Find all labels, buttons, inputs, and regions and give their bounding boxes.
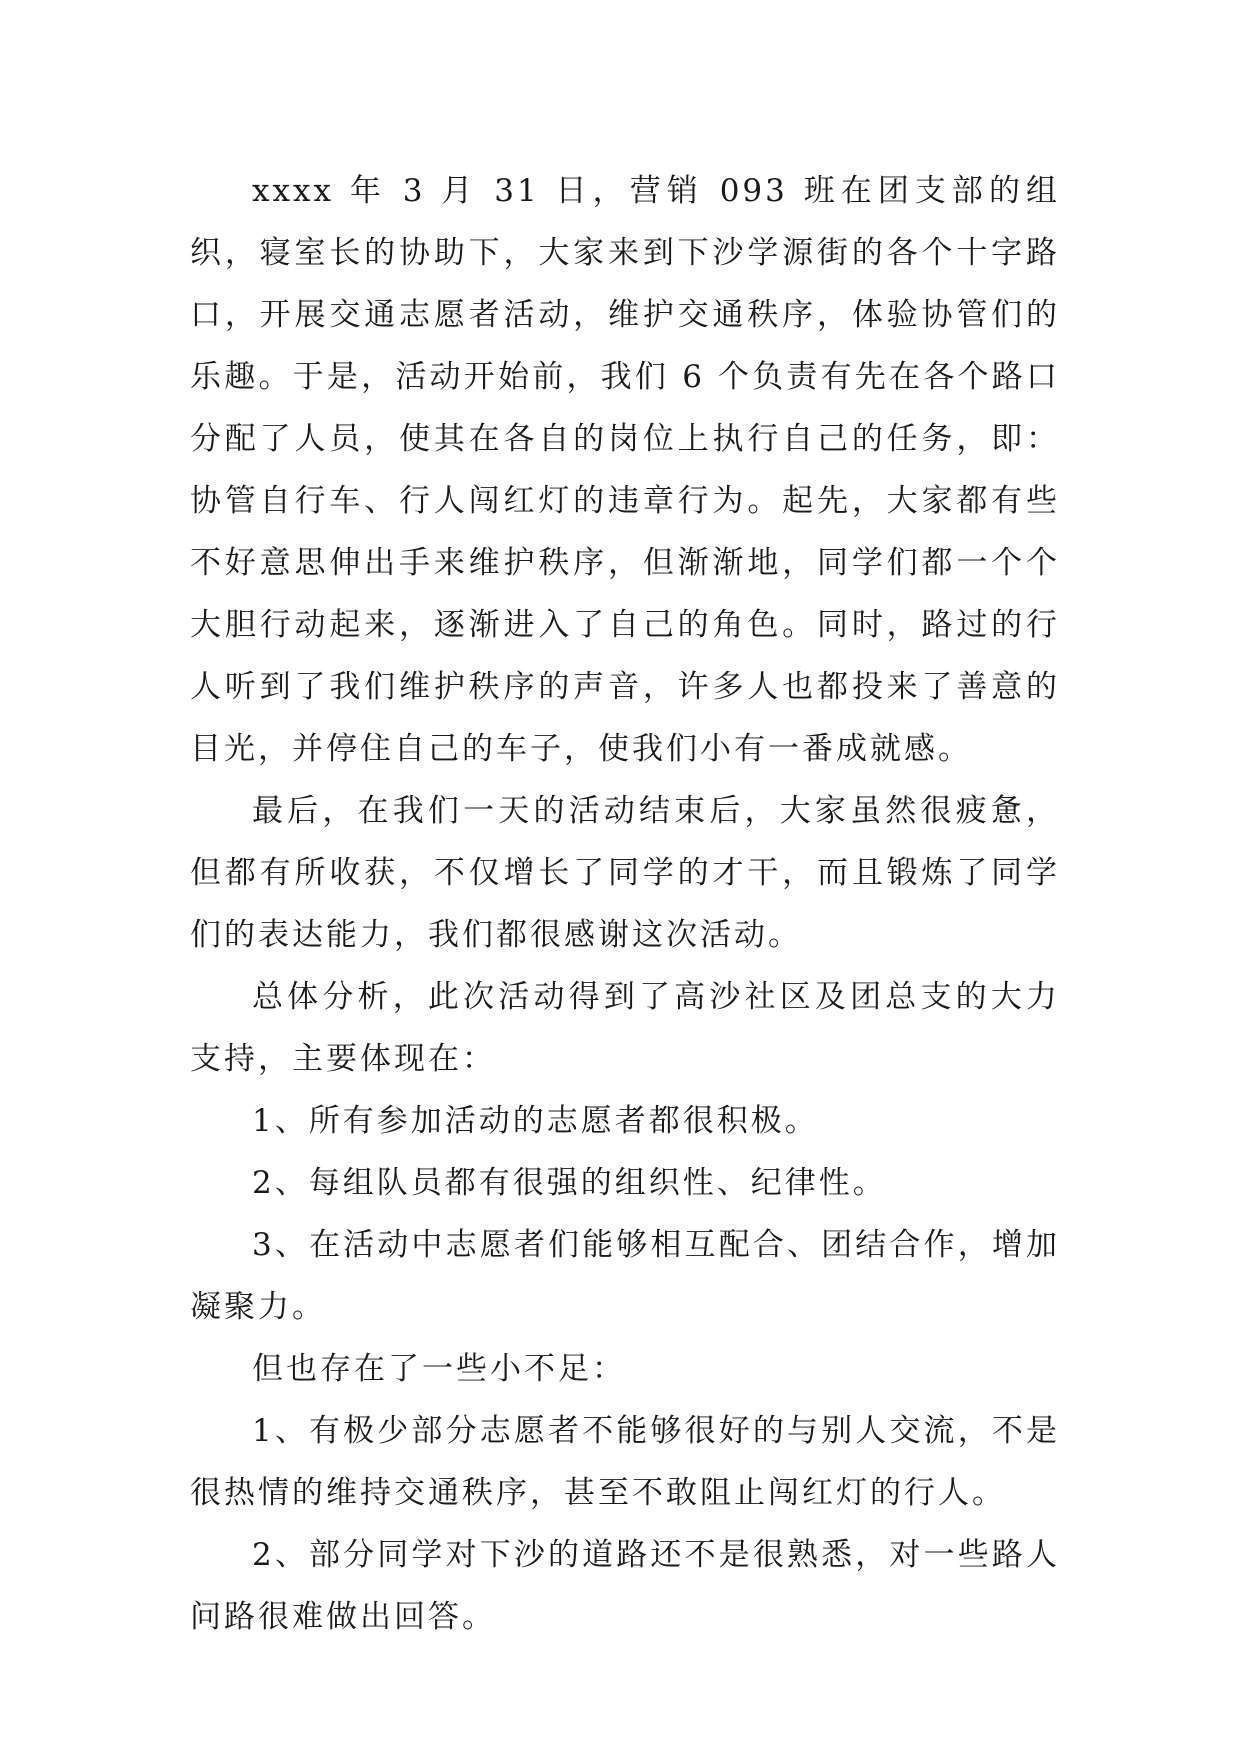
paragraph-activity-description: xxxx 年 3 月 31 日，营销 093 班在团支部的组织，寝室长的协助下，大家来到下沙学源街的各个十字路口，开展交通志愿者活动，维护交通秩序，体验协管们的乐趣。于是，活动开始前，我们 6 个负责有先在各个路口分配了人员，使其在各自的岗位上执行自己的任务，即：协管自行车、行人闯红灯的违章行为。起先，大家都有些不好意思伸出手来维护秩序，但渐渐地，同学们都一个个大胆行动起来，逐渐进入了自己的角色。同时，路过的行人听到了我们维护秩序的声音，许多人也都投来了善意的目光，并停住自己的车子，使我们小有一番成就感。 (190, 173, 1060, 767)
paragraph-analysis-intro: 总体分析，此次活动得到了高沙社区及团总支的大力支持，主要体现在： (190, 979, 1060, 1077)
paragraph-strength-2: 2、每组队员都有很强的组织性、纪律性。 (252, 1165, 887, 1201)
paragraph-shortcoming-2: 2、部分同学对下沙的道路还不是很熟悉，对一些路人问路很难做出回答。 (190, 1537, 1060, 1635)
document-body (190, 160, 1060, 1648)
paragraph-shortcoming-1: 1、有极少部分志愿者不能够很好的与别人交流，不是很热情的维持交通秩序，甚至不敢阻止闯红灯的行人。 (190, 1413, 1060, 1511)
paragraph-strength-3: 3、在活动中志愿者们能够相互配合、团结合作，增加凝聚力。 (190, 1227, 1060, 1325)
paragraph-shortcomings-intro: 但也存在了一些小不足： (252, 1351, 626, 1387)
paragraph-conclusion: 最后，在我们一天的活动结束后，大家虽然很疲惫，但都有所收获，不仅增长了同学的才干，而且锻炼了同学们的表达能力，我们都很感谢这次活动。 (190, 793, 1060, 953)
paragraph-strength-1: 1、所有参加活动的志愿者都很积极。 (252, 1103, 819, 1139)
